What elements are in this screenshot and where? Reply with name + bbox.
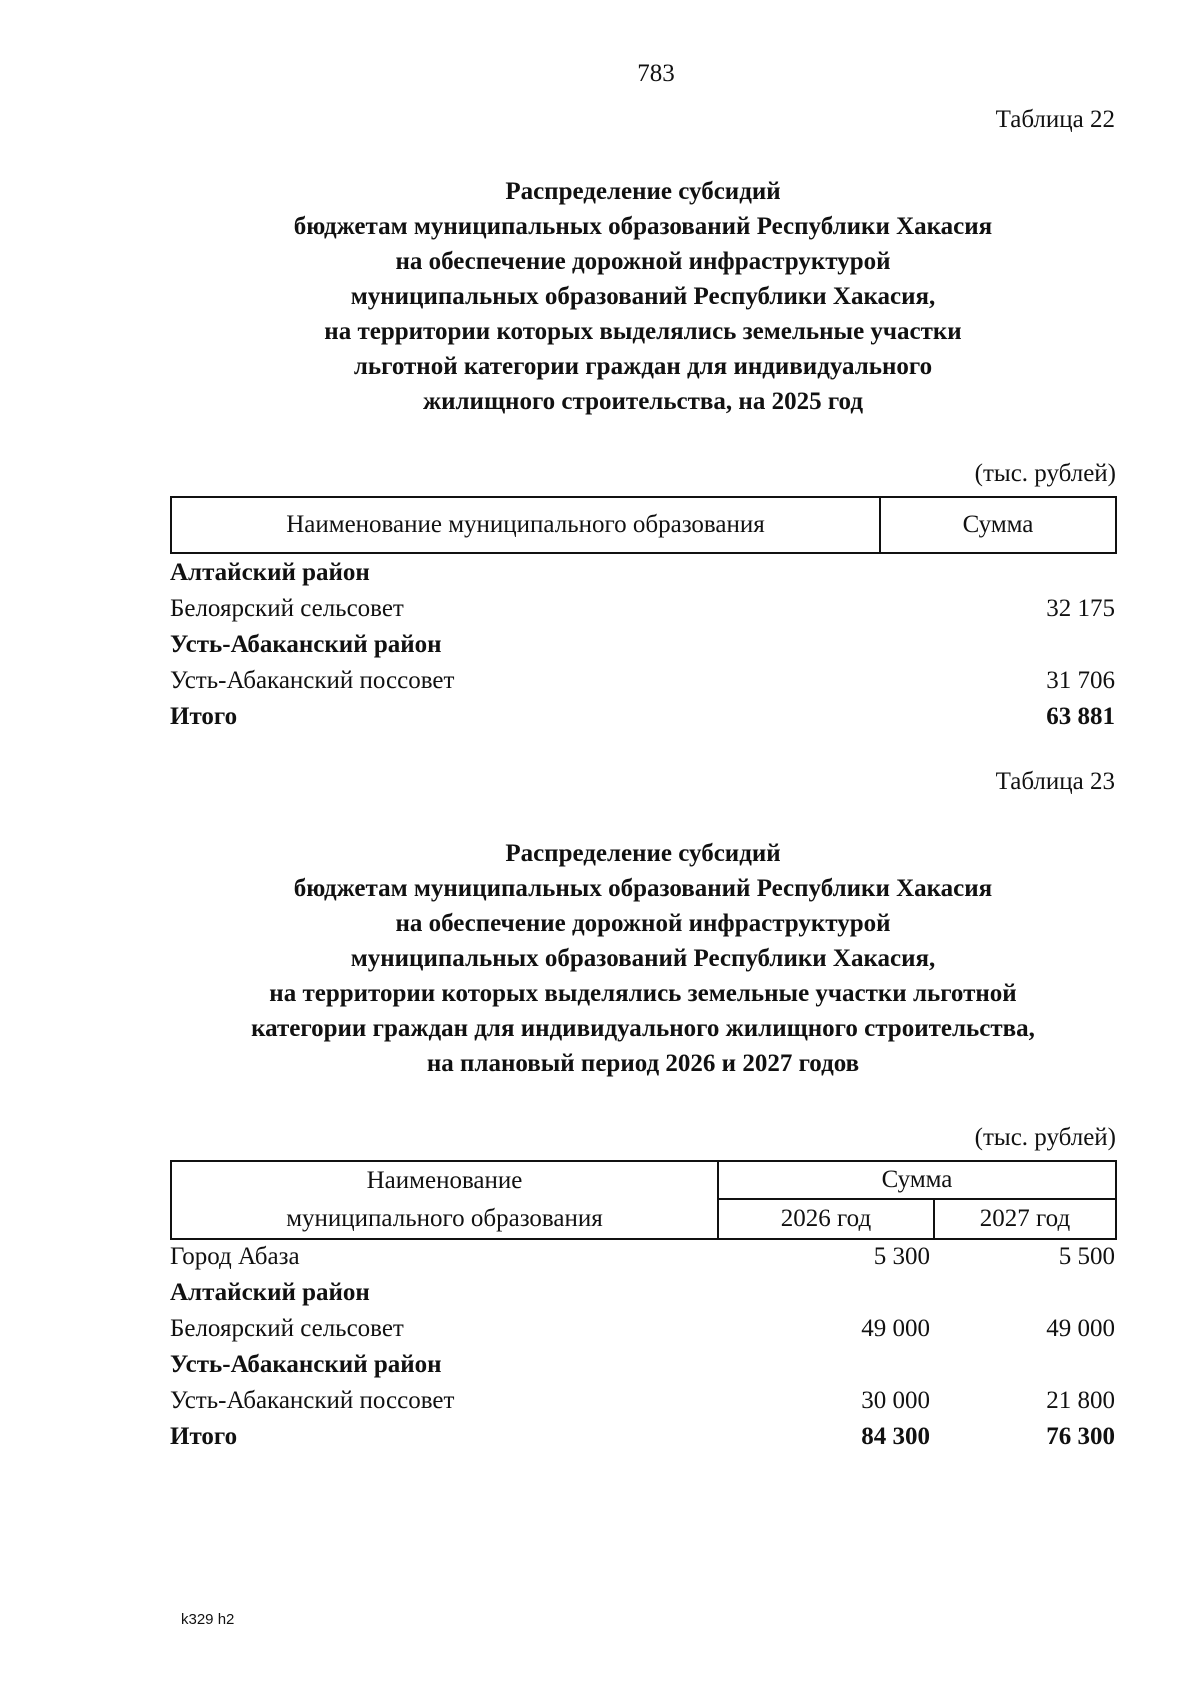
row-name: Усть-Абаканский район <box>170 1351 442 1378</box>
row-value-2027: 21 800 <box>1046 1387 1115 1414</box>
row-value-2026: 84 300 <box>861 1423 930 1450</box>
row-name: Белоярский сельсовет <box>170 595 404 622</box>
footer-code: k329 h2 <box>181 1611 235 1628</box>
title-line: на плановый период 2026 и 2027 годов <box>426 1050 860 1077</box>
row-value-2027: 49 000 <box>1046 1315 1115 1342</box>
table-23-header-2026: 2026 год <box>719 1200 935 1238</box>
title-line: Распределение субсидий <box>505 178 781 205</box>
row-name: Усть-Абаканский поссовет <box>170 1387 455 1414</box>
title-line: на территории которых выделялись земельные участки <box>324 318 962 345</box>
table-23-header-sum: Сумма <box>719 1162 1115 1200</box>
table-23-header-name <box>172 1162 719 1238</box>
title-line: категории граждан для индивидуального жилищного строительства, <box>251 1015 1035 1042</box>
row-value: 32 175 <box>1046 595 1115 622</box>
table-22-label: Таблица 22 <box>995 106 1115 133</box>
table-22-title <box>170 174 1116 419</box>
row-name: Город Абаза <box>170 1243 300 1270</box>
row-name: Итого <box>170 1423 238 1450</box>
row-value: 63 881 <box>1046 703 1115 730</box>
row-name: Белоярский сельсовет <box>170 1315 404 1342</box>
table-22-header <box>170 496 1117 554</box>
row-name: Алтайский район <box>170 1279 370 1306</box>
table-23-header <box>170 1160 1117 1240</box>
title-line: бюджетам муниципальных образований Республики Хакасия <box>293 875 993 902</box>
title-line: на территории которых выделялись земельные участки льготной <box>269 980 1017 1007</box>
row-name: Алтайский район <box>170 559 370 586</box>
table-22-unit: (тыс. рублей) <box>974 460 1116 487</box>
title-line: муниципальных образований Республики Хакасия, <box>350 283 936 310</box>
title-line: бюджетам муниципальных образований Республики Хакасия <box>293 213 993 240</box>
title-line: Распределение субсидий <box>505 840 781 867</box>
row-name: Итого <box>170 703 238 730</box>
table-22-header-name: Наименование муниципального образования <box>172 498 881 552</box>
row-value-2026: 49 000 <box>861 1315 930 1342</box>
header-name-line: Наименование <box>366 1167 523 1194</box>
table-23-label: Таблица 23 <box>995 768 1115 795</box>
row-value: 31 706 <box>1046 667 1115 694</box>
title-line: муниципальных образований Республики Хакасия, <box>350 945 936 972</box>
title-line: на обеспечение дорожной инфраструктурой <box>395 910 891 937</box>
table-23-unit: (тыс. рублей) <box>974 1124 1116 1151</box>
title-line: льготной категории граждан для индивидуального <box>353 353 933 380</box>
row-value-2027: 76 300 <box>1046 1423 1115 1450</box>
table-23-header-2027: 2027 год <box>979 1205 1071 1232</box>
header-name-line: муниципального образования <box>286 1205 603 1232</box>
table-22-header-sum: Сумма <box>962 511 1034 538</box>
table-23-title <box>170 836 1116 1081</box>
page-number: 783 <box>637 60 675 87</box>
row-value-2027: 5 500 <box>1058 1243 1115 1270</box>
row-name: Усть-Абаканский район <box>170 631 442 658</box>
row-value-2026: 30 000 <box>861 1387 930 1414</box>
row-value-2026: 5 300 <box>873 1243 930 1270</box>
title-line: жилищного строительства, на 2025 год <box>422 388 863 415</box>
row-name: Усть-Абаканский поссовет <box>170 667 455 694</box>
title-line: на обеспечение дорожной инфраструктурой <box>395 248 891 275</box>
